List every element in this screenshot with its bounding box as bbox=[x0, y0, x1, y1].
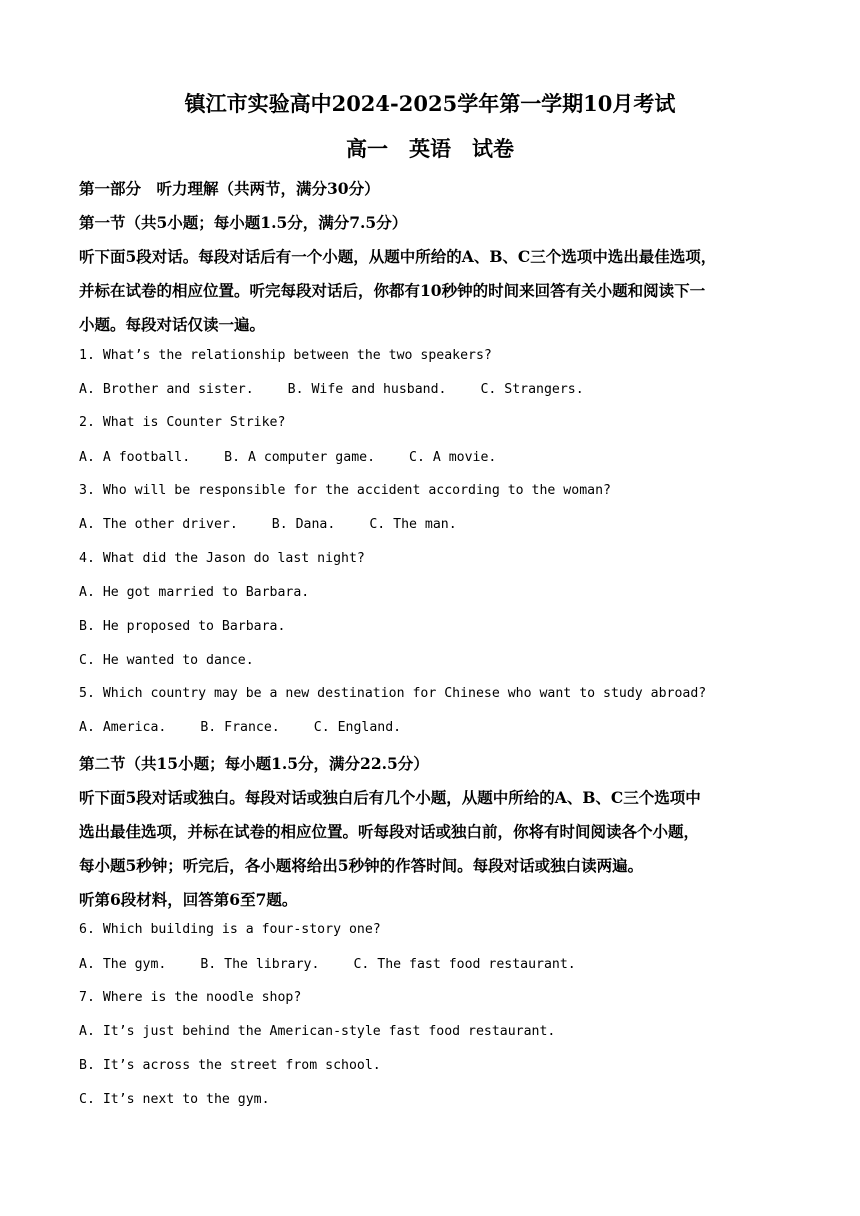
option-c: C. It’s next to the gym. bbox=[79, 1092, 270, 1107]
option-row bbox=[79, 382, 584, 397]
exam-subtitle: 高一 英语 试卷 bbox=[346, 136, 514, 161]
question-stem: 5. Which country may be a new destination for Chinese who want to study abroad? bbox=[79, 686, 707, 701]
part1-heading: 第一部分 听力理解（共两节，满分30分） bbox=[79, 179, 380, 198]
option-c: C. Strangers. bbox=[480, 382, 584, 397]
option-a: A. America. bbox=[79, 720, 167, 735]
option-c: C. The man. bbox=[369, 517, 457, 532]
option-row bbox=[79, 720, 401, 735]
option-row bbox=[79, 450, 496, 465]
option-b: B. France. bbox=[200, 720, 280, 735]
question-stem: 6. Which building is a four-story one? bbox=[79, 922, 381, 937]
question-stem: 2. What is Counter Strike? bbox=[79, 415, 286, 430]
option-a: A. He got married to Barbara. bbox=[79, 585, 310, 600]
section2-heading: 第二节（共15小题；每小题1.5分，满分22.5分） bbox=[79, 754, 429, 773]
section1-instruction-line: 听下面5段对话。每段对话后有一个小题，从题中所给的A、B、C三个选项中选出最佳选项， bbox=[79, 247, 717, 266]
option-c: C. He wanted to dance. bbox=[79, 653, 254, 668]
section1-instruction-line: 小题。每段对话仅读一遍。 bbox=[79, 315, 266, 334]
material-heading: 听第6段材料，回答第6至7题。 bbox=[79, 890, 298, 909]
option-b: B. Dana. bbox=[271, 517, 336, 532]
option-a: A. It’s just behind the American-style fast food restaurant. bbox=[79, 1024, 556, 1039]
option-b: B. Wife and husband. bbox=[287, 382, 447, 397]
option-row bbox=[79, 517, 457, 532]
option-c: C. A movie. bbox=[409, 450, 497, 465]
option-a: A. A football. bbox=[79, 450, 191, 465]
option-a: A. The gym. bbox=[79, 957, 167, 972]
option-b: B. A computer game. bbox=[224, 450, 376, 465]
option-a: A. The other driver. bbox=[79, 517, 238, 532]
option-row bbox=[79, 957, 576, 972]
question-stem: 1. What’s the relationship between the two speakers? bbox=[79, 348, 492, 363]
option-b: B. He proposed to Barbara. bbox=[79, 619, 286, 634]
section1-instruction-line: 并标在试卷的相应位置。听完每段对话后，你都有10秒钟的时间来回答有关小题和阅读下一 bbox=[79, 281, 706, 300]
section2-instruction-line: 每小题5秒钟；听完后，各小题将给出5秒钟的作答时间。每段对话或独白读两遍。 bbox=[79, 856, 644, 875]
question-stem: 7. Where is the noodle shop? bbox=[79, 990, 302, 1005]
section1-heading: 第一节（共5小题；每小题1.5分，满分7.5分） bbox=[79, 213, 408, 232]
exam-title: 镇江市实验高中2024-2025学年第一学期10月考试 bbox=[184, 91, 676, 116]
option-b: B. The library. bbox=[200, 957, 320, 972]
option-b: B. It’s across the street from school. bbox=[79, 1058, 381, 1073]
section2-instruction-line: 选出最佳选项，并标在试卷的相应位置。听每段对话或独白前，你将有时间阅读各个小题， bbox=[79, 822, 700, 841]
question-stem: 3. Who will be responsible for the accident according to the woman? bbox=[79, 483, 611, 498]
option-a: A. Brother and sister. bbox=[79, 382, 254, 397]
section2-instruction-line: 听下面5段对话或独白。每段对话或独白后有几个小题，从题中所给的A、B、C三个选项中 bbox=[79, 788, 701, 807]
question-stem: 4. What did the Jason do last night? bbox=[79, 551, 365, 566]
option-c: C. England. bbox=[313, 720, 402, 735]
option-c: C. The fast food restaurant. bbox=[353, 957, 576, 972]
